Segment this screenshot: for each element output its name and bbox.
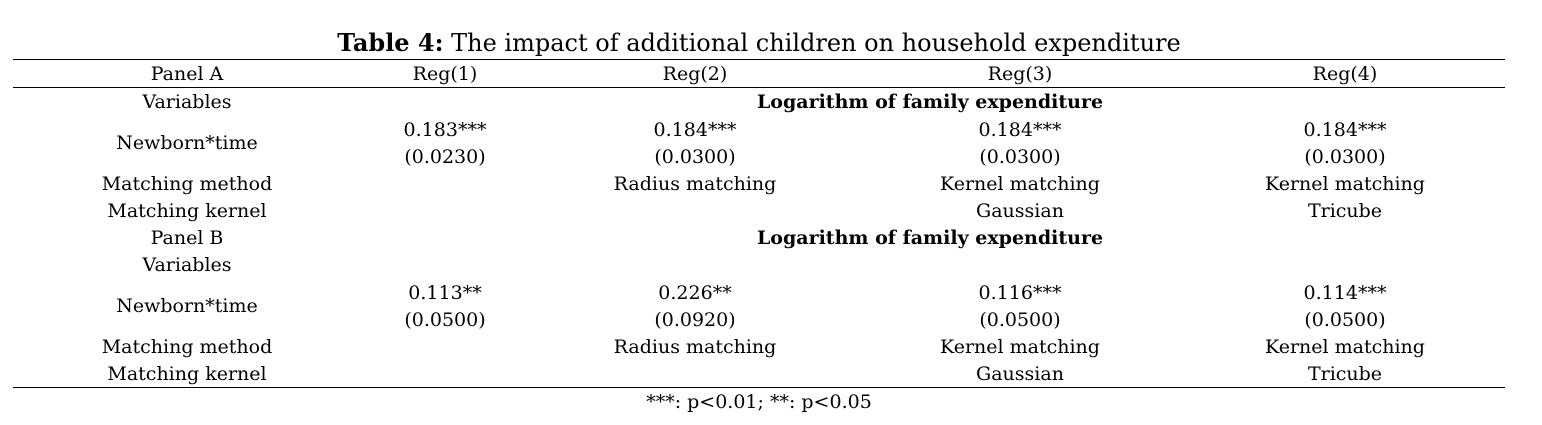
panel-a-method-reg3: Kernel matching <box>940 173 1100 195</box>
panel-b-se-reg3: (0.0500) <box>979 309 1061 331</box>
panel-a-kernel-reg3: Gaussian <box>976 200 1064 222</box>
panel-a-coef-reg2: 0.184*** <box>653 119 737 141</box>
panel-b-coef-reg4: 0.114*** <box>1303 282 1387 304</box>
panel-a-se-reg1: (0.0230) <box>404 146 486 168</box>
panel-b-se-reg1: (0.0500) <box>404 309 486 331</box>
panel-a-se-reg2: (0.0300) <box>654 146 736 168</box>
table-number: Table 4: <box>337 28 444 57</box>
panel-b-newborn-label: Newborn*time <box>116 295 258 317</box>
panel-b-se-reg4: (0.0500) <box>1304 309 1386 331</box>
panel-b-method-label: Matching method <box>101 336 273 358</box>
panel-b-kernel-reg4: Tricube <box>1307 363 1383 385</box>
panel-b-coef-reg2: 0.226** <box>658 282 732 304</box>
header-panel-a: Panel A <box>150 63 224 85</box>
panel-a-coef-reg1: 0.183*** <box>403 119 487 141</box>
panel-a-method-reg4: Kernel matching <box>1265 173 1425 195</box>
panel-a-se-reg4: (0.0300) <box>1304 146 1386 168</box>
panel-a-newborn-label: Newborn*time <box>116 132 258 154</box>
header-reg4: Reg(4) <box>1312 63 1378 85</box>
panel-b-method-reg3: Kernel matching <box>940 336 1100 358</box>
header-reg3: Reg(3) <box>987 63 1053 85</box>
header-reg1: Reg(1) <box>412 63 478 85</box>
table-caption: The impact of additional children on household expenditure <box>443 29 1181 57</box>
panel-b-variables-label: Variables <box>142 254 232 276</box>
panel-a-variables-label: Variables <box>142 91 232 113</box>
panel-a-se-reg3: (0.0300) <box>979 146 1061 168</box>
panel-a-method-reg2: Radius matching <box>613 173 777 195</box>
panel-b-kernel-reg3: Gaussian <box>976 363 1064 385</box>
panel-b-se-reg2: (0.0920) <box>654 309 736 331</box>
panel-a-dependent-variable: Logarithm of family expenditure <box>756 91 1104 113</box>
table-title <box>0 28 1518 58</box>
panel-b-method-reg4: Kernel matching <box>1265 336 1425 358</box>
panel-a-kernel-reg4: Tricube <box>1307 200 1383 222</box>
panel-b-coef-reg3: 0.116*** <box>978 282 1062 304</box>
panel-a-coef-reg3: 0.184*** <box>978 119 1062 141</box>
panel-b-dependent-variable: Logarithm of family expenditure <box>756 227 1104 249</box>
panel-b-method-reg2: Radius matching <box>613 336 777 358</box>
panel-b-kernel-label: Matching kernel <box>107 363 267 385</box>
panel-a-kernel-label: Matching kernel <box>107 200 267 222</box>
header-reg2: Reg(2) <box>662 63 728 85</box>
panel-b-coef-reg1: 0.113** <box>408 282 482 304</box>
top-rule <box>13 59 1505 60</box>
header-rule <box>13 87 1505 88</box>
panel-a-method-label: Matching method <box>101 173 273 195</box>
panel-a-coef-reg4: 0.184*** <box>1303 119 1387 141</box>
significance-note: ***: p<0.01; **: p<0.05 <box>646 391 872 413</box>
bottom-rule <box>13 387 1505 388</box>
panel-b-label: Panel B <box>150 227 224 249</box>
